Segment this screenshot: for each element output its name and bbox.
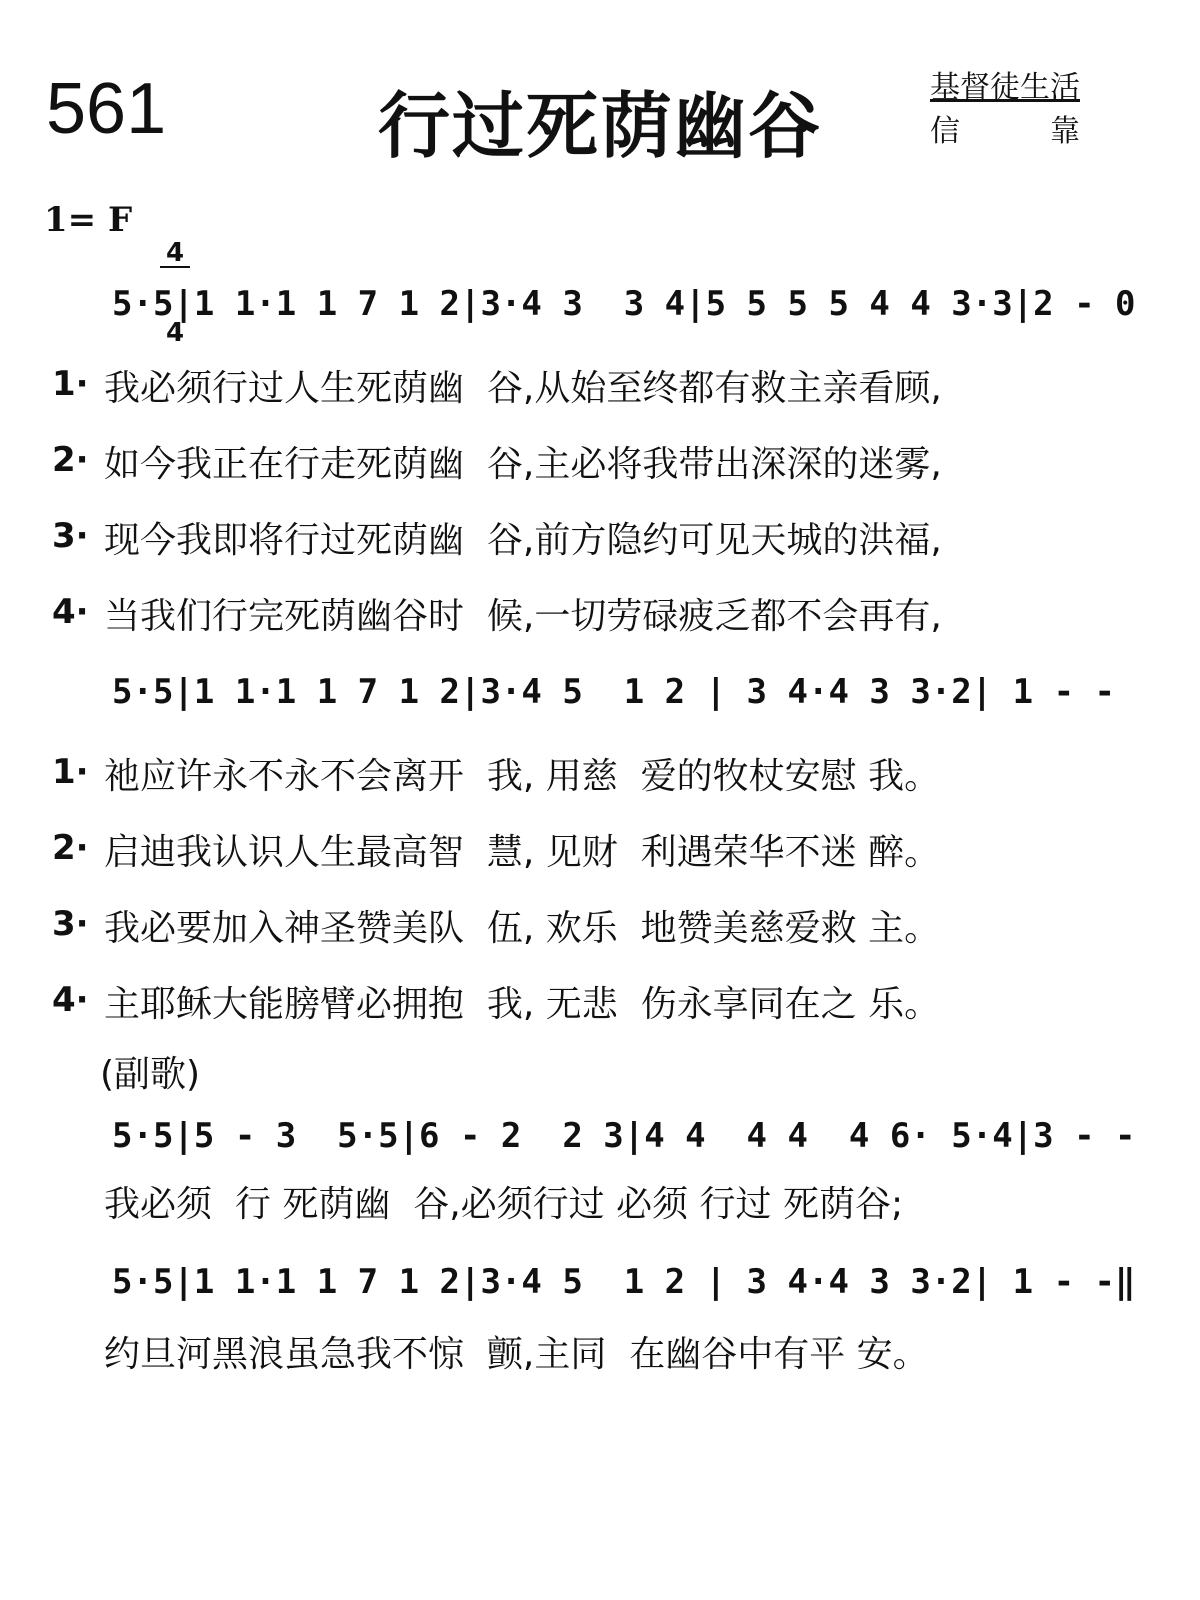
- verse-number: 4·: [52, 592, 89, 632]
- notation-line-chorus: 5·5|5 - 3 5·5|6 - 2 2 3|4 4 4 4 4 6· 5·4|3 - -: [112, 1116, 1136, 1156]
- lyric-line: 主耶稣大能膀臂必拥抱 我, 无悲 伤永享同在之 乐。: [104, 984, 941, 1025]
- verse-number: 1·: [52, 752, 89, 792]
- lyric-line: 现今我即将行过死荫幽 谷,前方隐约可见天城的洪福,: [104, 520, 942, 561]
- category-label: 基督徒生活: [930, 70, 1080, 105]
- subcategory-char-2: 靠: [1050, 114, 1080, 149]
- verse-number: 4·: [52, 980, 89, 1020]
- verse-number: 2·: [52, 828, 89, 868]
- time-signature-top: 4: [160, 240, 190, 268]
- lyric-line-final: 约旦河黑浪虽急我不惊 颤,主同 在幽谷中有平 安。: [104, 1334, 929, 1375]
- lyric-line: 祂应许永不永不会离开 我, 用慈 爱的牧杖安慰 我。: [104, 756, 941, 797]
- lyric-line: 启迪我认识人生最高智 慧, 见财 利遇荣华不迷 醉。: [104, 832, 941, 873]
- notation-line-1: 5·5|1 1·1 1 7 1 2|3·4 3 3 4|5 5 5 5 4 4 3·3|2 - 0: [112, 284, 1136, 324]
- key-signature: 1= F: [44, 200, 133, 240]
- subcategory-char-1: 信: [930, 114, 960, 149]
- lyric-line: 我必要加入神圣赞美队 伍, 欢乐 地赞美慈爱救 主。: [104, 908, 941, 949]
- verse-number: 3·: [52, 904, 89, 944]
- notation-line-2: 5·5|1 1·1 1 7 1 2|3·4 5 1 2 | 3 4·4 3 3·2| 1 - -: [112, 672, 1116, 712]
- time-signature-bottom: 4: [165, 318, 185, 348]
- hymn-number: 561: [46, 69, 167, 149]
- chorus-label: (副歌): [100, 1054, 201, 1095]
- time-signature: [160, 188, 190, 372]
- verse-number: 2·: [52, 440, 89, 480]
- lyric-line: 如今我正在行走死荫幽 谷,主必将我带出深深的迷雾,: [104, 444, 942, 485]
- hymn-title: 行过死荫幽谷: [377, 84, 822, 168]
- lyric-line: 当我们行完死荫幽谷时 候,一切劳碌疲乏都不会再有,: [104, 596, 942, 637]
- lyric-line-chorus: 我必须 行 死荫幽 谷,必须行过 必须 行过 死荫谷;: [104, 1184, 904, 1225]
- verse-number: 1·: [52, 364, 89, 404]
- subcategory-label: [930, 106, 1170, 150]
- notation-line-final: 5·5|1 1·1 1 7 1 2|3·4 5 1 2 | 3 4·4 3 3·2| 1 - -‖: [112, 1262, 1136, 1302]
- lyric-line: 我必须行过人生死荫幽 谷,从始至终都有救主亲看顾,: [104, 368, 942, 409]
- verse-number: 3·: [52, 516, 89, 556]
